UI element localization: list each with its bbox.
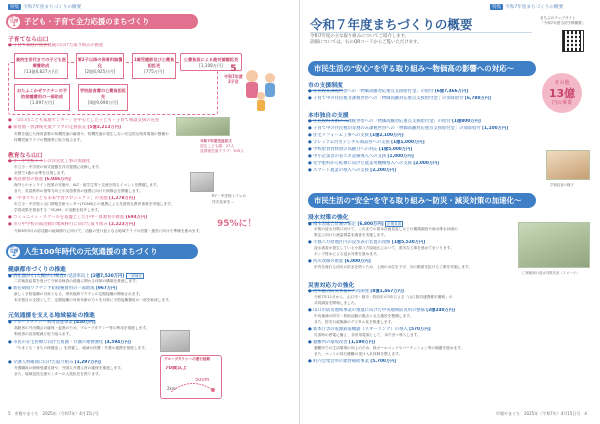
support-box: 1歳児健診及び公費負担拡充 [775万円] bbox=[132, 53, 176, 79]
toilet-rate-note: R7・中学校トイレの 洋式化率を… bbox=[212, 194, 247, 204]
support-box-extra: 公費負担による絶対値額拡充 [1,108万円] bbox=[180, 53, 242, 71]
flood-measure-photo bbox=[518, 222, 590, 268]
intro-text: 令和7年度の主な取り組みについてご紹介します。 詳細については、右のQRコードからご覧いただけます。 bbox=[310, 34, 422, 45]
section-heading: 本市独自の支援 bbox=[308, 110, 349, 121]
item-bullet: ● 小・中学校トイレの洋式化工事の加速化 bbox=[8, 159, 91, 164]
item-description: 市立小・中学校と山口情報芸術センター[YCAM]との連携による先進的な教育事業を実施します。 学習成果を発表する「YCAM」の活動を紹介します。 bbox=[14, 202, 175, 212]
item-description: 新しく予防接種の対象となる、帯状疱疹ワクチンの定期接種が開始されます。 本市独自の支援として、定期接種の対象年齢の方々を対象に予防接種費用の一部を助成します。 bbox=[14, 292, 173, 302]
item-bullet: ● 河川改修の推進 [6,000万円] bbox=[308, 259, 371, 264]
theme-banner-2: 市民生活の"安全"を守る取り組み～防災・減災対策の加速化～ bbox=[308, 193, 536, 208]
item-bullet: ● 避難所の環境改善 [1,190万円] bbox=[308, 340, 375, 345]
item-bullet: ● コミュニティ・スクールを基盤とした小中一貫教育の推進 [694万円] bbox=[8, 215, 148, 220]
item-description: 海外とのオンライン授業の実施や、ALT・留学生等と交流を図るイベントを開催します。 また、英語教科の指導力向上や英語教育の連携に向けた研修会を開催します。 bbox=[14, 183, 160, 193]
item-description: 介護職員の研修受講支援や、外国人介護人材の確保を推進します。 また、地域包括支援センターの人員拡充を図ります。 bbox=[14, 366, 125, 376]
total-badge: その他 13億 円の事業 bbox=[542, 73, 582, 113]
nursery-photo bbox=[176, 117, 230, 136]
section-heading: 浸水対策の強化 bbox=[308, 212, 349, 223]
item-bullet: ● 英語教育の推進 [6,046万円] bbox=[8, 177, 71, 182]
goal-banner-1: 基本 目標 1 子ども・子育て全力応援のまちづくり bbox=[6, 14, 198, 29]
page-footer: 5 市報やまぐち 2025年（令和7年）4月15日号 bbox=[8, 411, 99, 416]
section-heading: 教育なら山口 bbox=[8, 150, 43, 161]
item-bullet: ● 新任期成ワクチン予防接種費用の一部助成 [967万円] bbox=[8, 286, 118, 291]
page-footer: 市報やまぐち 2025年（令和7年）4月15日号 4 bbox=[496, 411, 587, 416]
item-description: 二次検査結果を受けて令和各検査の経過に関わる体制の構築を推進します。 bbox=[14, 279, 140, 283]
section-heading: 元気通援を支える地域福祉の推進 bbox=[8, 310, 95, 321]
item-description: 令和8年9月の部活動の地域移行に向けて、活動の受け皿となる地域クラブの設置・運営に向けた準備を進めます。 bbox=[14, 229, 203, 233]
school-lunch-photo bbox=[546, 150, 590, 180]
right-page bbox=[300, 0, 600, 424]
item-description: 年間を通じた保育需要の待機児童の解消や、待機児童が発生しない安定的な保育環境の整備や 待機児童クラブの整備等に取り組みます。 bbox=[14, 132, 169, 142]
item-bullet: ● 小郡八方原地区内の浸水表示装置の改修 [1億5,520万円] bbox=[308, 240, 426, 245]
item-bullet: ● スマート農業の導入への支援 [2,200万円] bbox=[308, 168, 397, 173]
item-description: 高齢者の外出機会の確保・促進のため、グループタクシー等の利用を推進します。 利用者の負担軽減に取り組みます。 bbox=[14, 326, 150, 336]
capacity-note: 令和7年度定員拡大 認定こども園：27人 放課後児童クラブ：305人 bbox=[200, 139, 244, 154]
route-icon bbox=[161, 356, 223, 400]
qr-label: まちぶのウェブサイト 「令和7年度当初予算概要」 bbox=[540, 16, 586, 25]
goal-number: 基本 目標 2 bbox=[9, 244, 19, 259]
item-bullet: ● 子育て家庭の負担軽減に向けた取り組みの推進 bbox=[8, 43, 104, 48]
support-box: おたふくかぜワクチンの予防接種費用の一部助成 [1,097万円] bbox=[14, 84, 70, 111]
item-bullet: ● 山口市防災地域事業の推進に向けた中央地域防災用の整備 [2億240万円] bbox=[308, 308, 456, 313]
item-bullet: ● 中小企業者の省エネ設備導入への支援 [1,000万円] bbox=[308, 154, 414, 159]
item-bullet: ● 「山口市こども家庭センター」を中心とした子ども・子育て相談支援の充実 bbox=[8, 118, 160, 123]
item-description: 市立小・中学校の和式便器を洋式便器に改修します。 全国で1番の水準を目指します。 bbox=[14, 165, 103, 175]
item-bullet: ● 市立中学校の部活動の地域移行に向けた取り組み [2,223万円] bbox=[8, 222, 136, 227]
item-bullet: ● グループタクシー利用促進事業 [450万円] bbox=[8, 320, 96, 325]
item-description: 災害時の停電に備え、非常用電源として、本庁舎へ導入します。 bbox=[314, 333, 421, 337]
item-bullet: ● 子育て中の住民税均等割のみ課税世帯への「物価高騰対応重点支援給付金」の加算給付 [1,100万円] bbox=[308, 126, 509, 131]
children-icon bbox=[238, 64, 288, 114]
taxi-illustration bbox=[160, 330, 190, 352]
theme-banner-1: 市民生活の"安心"を守る取り組み～物価高の影響への対応～ bbox=[308, 61, 536, 76]
toilet-illustration bbox=[190, 172, 214, 192]
title-divider bbox=[310, 32, 532, 33]
item-description: 市内を流れる河川の洪水を防ぐため、上流の水位を下げ、川の断面を拡げる工事を実施します。 bbox=[314, 265, 472, 269]
item-description: 市街の浸水対策に向けて、これまでの基本計画見直しなどの観測調査や雨水排水計画の 策定に向けた流量測量を調査を実施します。 bbox=[314, 227, 458, 237]
page-header: 特集 令和7年度まちづくりの概要 bbox=[492, 5, 564, 10]
item-description: 避難所での生活環境の向上のため、段ボールベッドやパーティション等の備蓄を進めます。 また、ペットの同行避難の受け入れ体制を整えます。 bbox=[314, 346, 465, 356]
item-description: 中央地域の防災・救助活動の拠点となる施設を整備します。 また、防災行政無線のデジタル化を推進します。 bbox=[314, 314, 414, 324]
item-bullet: ● 子育て中の住民税非課税世帯への「物価高騰対応重点支援給付金」の加算給付 [6,780万円] bbox=[308, 96, 492, 101]
item-description: 令和7年11月から、山口市・萩市・防府市の3市による「山口県央連携都市圏域」の 共同調査を開始しました。 bbox=[314, 295, 453, 305]
item-bullet: ● 保育園・放課後児童クラブの定員拡充 [5億3,213万円] bbox=[8, 125, 121, 130]
goal-number: 基本 目標 1 bbox=[9, 14, 19, 29]
item-description: 「やまぐち「まちの保健室」」を設置し、地域の医療・介護の連携を推進します。 bbox=[14, 346, 149, 350]
section-heading: 健康都市づくりの推進 bbox=[8, 264, 66, 275]
support-box: 高校生世代までの子ども医療費助成 [13億6,827万円] bbox=[14, 53, 68, 79]
item-bullet: ● 学校給食食材費の高騰分への対応 [1億5,000万円] bbox=[308, 147, 413, 152]
item-bullet: ● 南水害総合計画の策定 [6,800万円] 企業負担 bbox=[308, 222, 402, 227]
kids-label: 5 令和7年度 2子目 bbox=[224, 64, 243, 84]
item-bullet: ● 介護人材確保に向けた取り組み [1,297万円] bbox=[8, 360, 101, 365]
item-description: 浸水被害が発生している小郡八方原地区において、着実な工事を進めてまいります。 ポンプ排水による浸水対策を進めます。 bbox=[314, 246, 454, 256]
goal-banner-2: 基本 目標 2 人生100年時代の元気通援のまちづくり bbox=[6, 244, 198, 259]
support-box: 第2子以降の保育料無償化 [2億6,925万円] bbox=[76, 53, 124, 79]
item-bullet: ● 町内会集会所の建替補助事業 [5,700万円] bbox=[308, 359, 397, 364]
section-heading: 災害対応力の強化 bbox=[308, 280, 354, 291]
item-bullet: ● 消化器がん(大腸がん)検査の受診率向上 [2億7,520万円] 一部補正 bbox=[8, 274, 143, 279]
item-bullet: ● 化学肥料から転換に向けた農業用機械導入への支援 [2,000万円] bbox=[308, 161, 440, 166]
item-bullet: ● 「やまぐち子ども未来学習プロジェクト」の実施 [1,278万円] bbox=[8, 196, 136, 201]
page-header: 特集 令和7年度まちづくりの概要 bbox=[10, 5, 82, 10]
photo-caption: 学校給食の様子 bbox=[550, 183, 574, 187]
qr-code[interactable] bbox=[562, 30, 584, 52]
item-bullet: ● 住民税均等割のみ課税世帯への「物価高騰対応重点支援給付金」の給付 [1億800万円] bbox=[308, 119, 481, 124]
item-bullet: ● 治水総合防災事業の共同開発 [8億1,467万円] bbox=[308, 289, 404, 294]
toilet-rate: 95%に！ bbox=[217, 219, 257, 229]
photo-caption: 仁保地域の浸水対策状況（イメージ） bbox=[522, 271, 580, 275]
section-heading: 市の支援制度 bbox=[308, 80, 343, 91]
section-heading: 子育てなら山口 bbox=[8, 34, 49, 45]
taxi-route-graphic: グループタクシーの運行経路 70歳以上 500m 2km bbox=[160, 355, 222, 399]
support-box: 学校給食費の公費負担拡充 [4億9,690万円] bbox=[78, 84, 128, 111]
item-bullet: ● 市民の在宅医療に向けた看護・介護の連携強化 [4,594万円] bbox=[8, 340, 131, 345]
kids-illustration bbox=[238, 64, 288, 114]
item-bullet: ● 新本庁舎の電源鉄道機器（スターリング）の導入 [570万円] bbox=[308, 327, 431, 332]
item-bullet: ● 住民税非課税世帯への「物価高騰対応重点支援給付金」の給付 [6億7,466万円] bbox=[308, 89, 469, 94]
item-bullet: ● 住宅リフォーム工事への支援 [1億2,100万円] bbox=[308, 133, 404, 138]
item-bullet: ● プレミアム付きデジタル商品券への支援 [1億1,000万円] bbox=[308, 140, 425, 145]
page-title: 令和７年度まちづくりの概要 bbox=[310, 17, 473, 32]
